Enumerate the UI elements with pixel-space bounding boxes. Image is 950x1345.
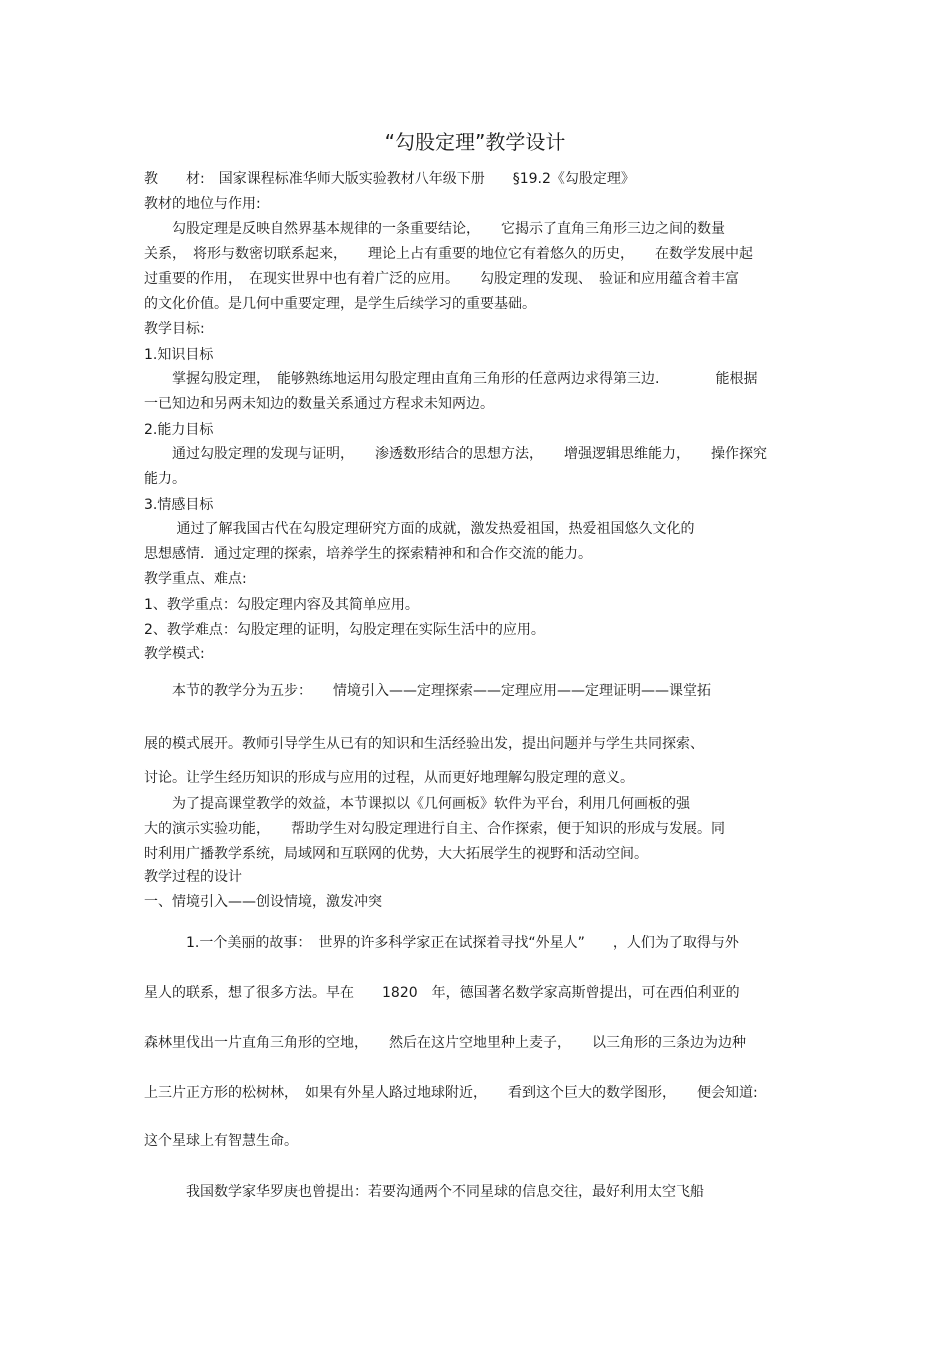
section-heading: 一、情境引入——创设情境，激发冲突 (144, 894, 382, 910)
subsection-heading: 3.情感目标 (144, 497, 214, 513)
paragraph-line: 过重要的作用， 在现实世界中也有着广泛的应用。 勾股定理的发现、 验证和应用蕴含着丰富 (144, 271, 739, 287)
paragraph-line: 通过勾股定理的发现与证明， 渗透数形结合的思想方法， 增强逻辑思维能力， 操作探究 (144, 446, 767, 462)
paragraph-line: 讨论。让学生经历知识的形成与应用的过程，从而更好地理解勾股定理的意义。 (144, 770, 634, 786)
paragraph-line: 这个星球上有智慧生命。 (144, 1133, 298, 1149)
subsection-heading: 2.能力目标 (144, 422, 214, 438)
paragraph-line: 森林里伐出一片直角三角形的空地， 然后在这片空地里种上麦子， 以三角形的三条边为边种 (144, 1035, 746, 1051)
paragraph-line: 星人的联系，想了很多方法。早在 1820 年，德国著名数学家高斯曾提出，可在西伯利亚的 (144, 985, 740, 1001)
section-heading: 教学过程的设计 (144, 869, 242, 885)
paragraph-line: 为了提高课堂教学的效益，本节课拟以《几何画板》软件为平台，利用几何画板的强 (144, 796, 690, 812)
section-heading: 教材的地位与作用: (144, 196, 261, 212)
paragraph-line: 展的模式展开。教师引导学生从已有的知识和生活经验出发，提出问题并与学生共同探索、 (144, 736, 704, 752)
paragraph-line: 能力。 (144, 471, 186, 487)
list-item: 1、教学重点：勾股定理内容及其简单应用。 (144, 597, 419, 613)
paragraph-line: 关系， 将形与数密切联系起来， 理论上占有重要的地位它有着悠久的历史， 在数学发展中起 (144, 246, 753, 262)
section-heading: 教学重点、难点: (144, 571, 247, 587)
paragraph-line: 本节的教学分为五步： 情境引入——定理探索——定理应用——定理证明——课堂拓 (144, 683, 711, 699)
list-item: 2、教学难点：勾股定理的证明，勾股定理在实际生活中的应用。 (144, 622, 545, 638)
paragraph-line: 勾股定理是反映自然界基本规律的一条重要结论， 它揭示了直角三角形三边之间的数量 (144, 221, 725, 237)
subsection-heading: 1.知识目标 (144, 347, 214, 363)
paragraph-line: 时利用广播教学系统，局域网和互联网的优势，大大拓展学生的视野和活动空间。 (144, 846, 648, 862)
paragraph-line: 通过了解我国古代在勾股定理研究方面的成就，激发热爱祖国，热爱祖国悠久文化的 (144, 521, 695, 537)
document-title: “勾股定理”教学设计 (384, 130, 566, 154)
paragraph-line: 思想感情．通过定理的探索，培养学生的探索精神和和合作交流的能力。 (144, 546, 592, 562)
paragraph-line: 大的演示实验功能， 帮助学生对勾股定理进行自主、合作探索，便于知识的形成与发展。同 (144, 821, 725, 837)
paragraph-line: 1.一个美丽的故事： 世界的许多科学家正在试探着寻找“外星人” ，人们为了取得与外 (144, 935, 739, 951)
paragraph-line: 我国数学家华罗庚也曾提出：若要沟通两个不同星球的信息交往，最好利用太空飞船 (144, 1184, 704, 1200)
paragraph-line: 一已知边和另两未知边的数量关系通过方程求未知两边。 (144, 396, 494, 412)
section-heading: 教学目标: (144, 321, 205, 337)
paragraph-line: 掌握勾股定理， 能够熟练地运用勾股定理由直角三角形的任意两边求得第三边. 能根据 (144, 371, 758, 387)
paragraph-line: 的文化价值。是几何中重要定理，是学生后续学习的重要基础。 (144, 296, 536, 312)
section-heading: 教学模式: (144, 646, 205, 662)
paragraph-line: 上三片正方形的松树林， 如果有外星人路过地球附近， 看到这个巨大的数学图形， 便会知道: (144, 1085, 758, 1101)
textbook-line: 教 材: 国家课程标准华师大版实验教材八年级下册 §19.2《勾股定理》 (144, 171, 635, 187)
